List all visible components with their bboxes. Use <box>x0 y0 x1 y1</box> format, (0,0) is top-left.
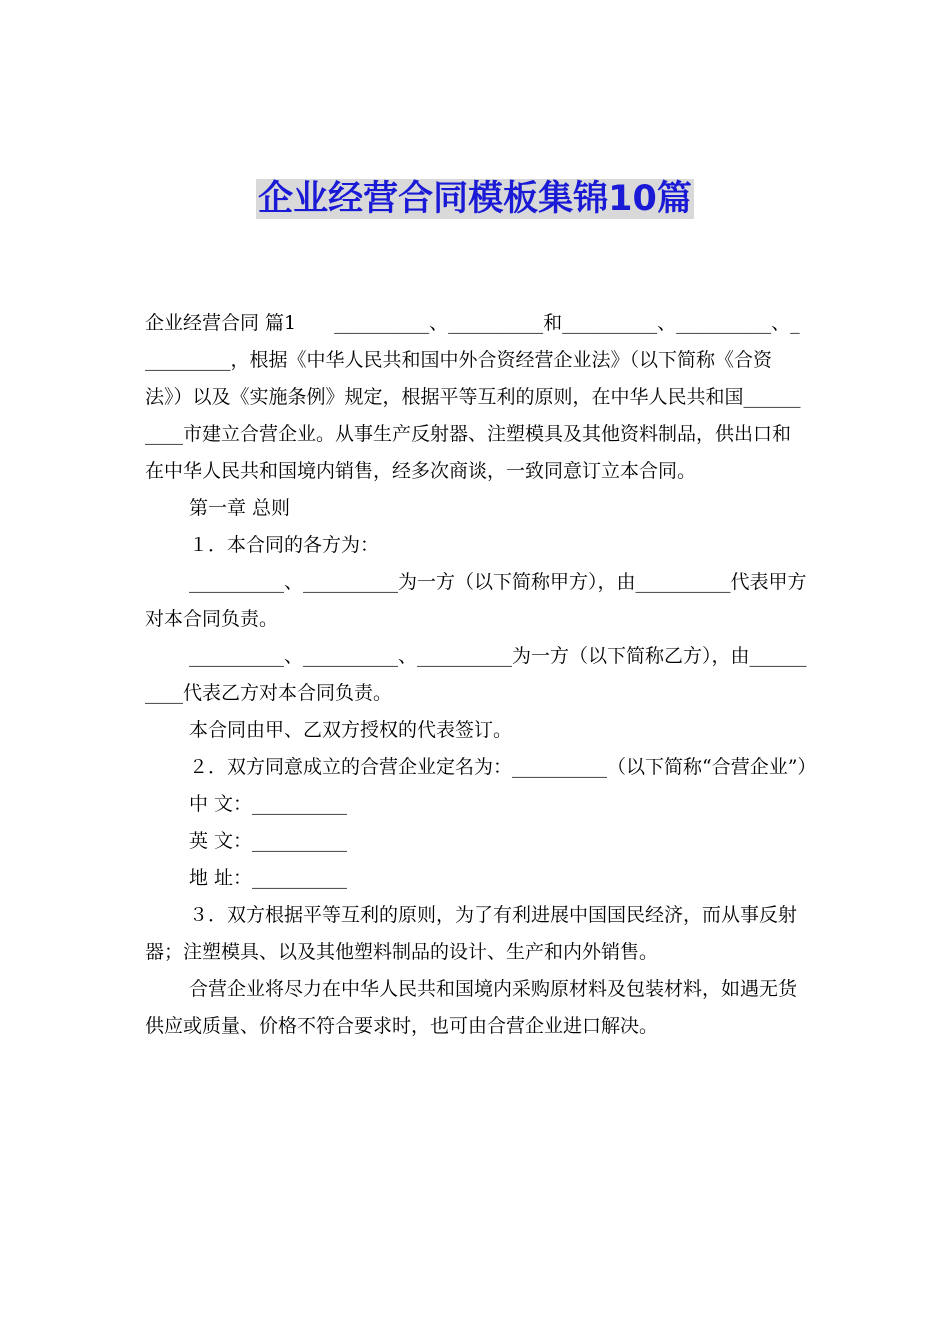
chapter-heading: 第一章 总则 <box>189 497 291 519</box>
chinese-name-field: 中 文：__________ <box>189 793 348 815</box>
clause-3: ３．双方根据平等互利的原则，为了有利进展中国国民经济，而从事反射器；注塑模具、以及其他塑料制品的设计、生产和内外销售。 <box>145 904 798 963</box>
address-field: 地 址：__________ <box>189 867 348 889</box>
document-body <box>145 305 817 1045</box>
intro-paragraph: 企业经营合同 篇1 __________、__________和__________、__________、__________，根据《中华人民共和国中外合资经营企业法》（以下简称《合资法》）以及《实施条例》规定，根据平等互利的原则，在中华人民共和国__________市建立合营企业。从事生产反射器、注塑模具及其他资料制品，供出口和在中华人民共和国境内销售，经多次商谈，一致同意订立本合同。 <box>145 312 801 482</box>
clause-1: １．本合同的各方为： <box>189 534 380 556</box>
party-a-paragraph: __________、__________为一方（以下简称甲方），由__________代表甲方对本合同负责。 <box>145 571 807 630</box>
page-title <box>0 176 950 222</box>
party-b-paragraph: __________、__________、__________为一方（以下简称乙方），由__________代表乙方对本合同负责。 <box>145 645 807 704</box>
signing-paragraph: 本合同由甲、乙双方授权的代表签订。 <box>189 719 513 741</box>
clause-2: ２．双方同意成立的合营企业定名为：__________（以下简称“合营企业”） <box>189 756 817 778</box>
page-title-text: 企业经营合同模板集锦10篇 <box>258 179 692 219</box>
materials-paragraph: 合营企业将尽力在中华人民共和国境内采购原材料及包装材料，如遇无货供应或质量、价格不符合要求时，也可由合营企业进口解决。 <box>145 978 798 1037</box>
english-name-field: 英 文：__________ <box>189 830 348 852</box>
